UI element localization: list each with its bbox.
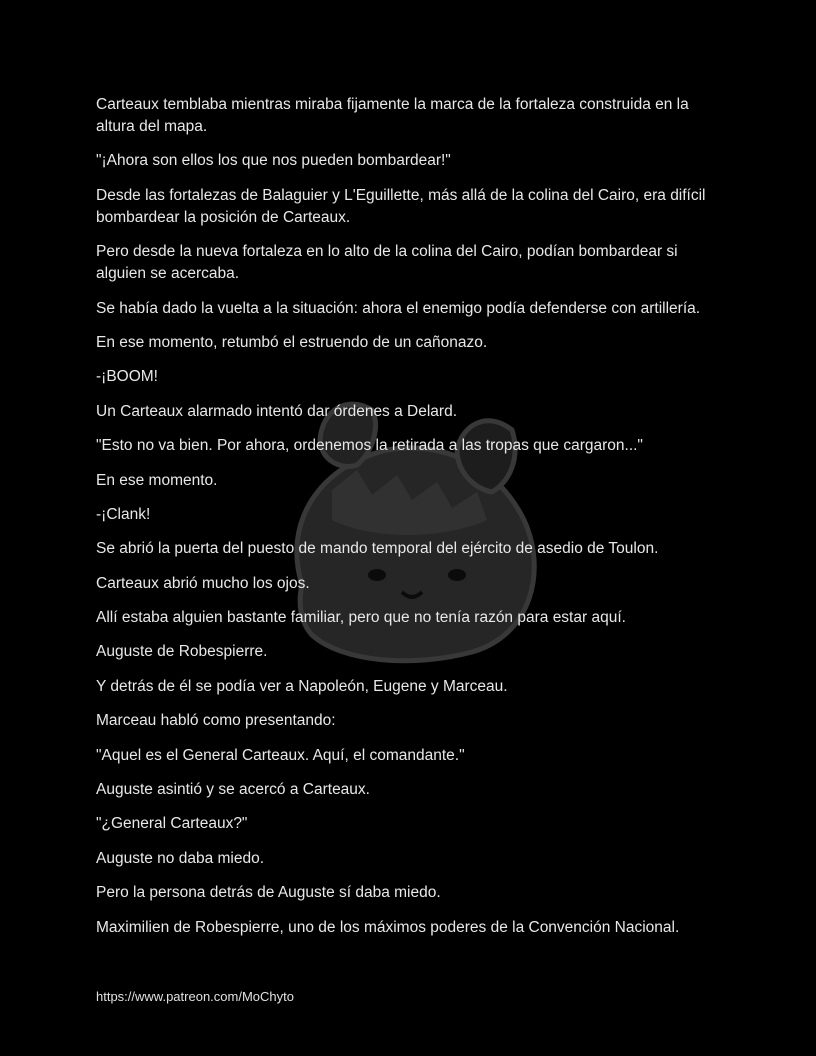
- paragraph: Desde las fortalezas de Balaguier y L'Eguillette, más allá de la colina del Cairo, era difícil bombardear la posición de Carteaux.: [96, 186, 706, 226]
- paragraph: Maximilien de Robespierre, uno de los máximos poderes de la Convención Nacional.: [96, 918, 680, 936]
- paragraph: "Esto no va bien. Por ahora, ordenemos la retirada a las tropas que cargaron...": [96, 437, 643, 455]
- paragraph: Un Carteaux alarmado intentó dar órdenes a Delard.: [96, 402, 458, 420]
- paragraph: "¿General Carteaux?": [96, 815, 248, 833]
- paragraph: Allí estaba alguien bastante familiar, pero que no tenía razón para estar aquí.: [96, 609, 626, 627]
- document-body: [96, 94, 726, 951]
- paragraph: En ese momento.: [96, 471, 218, 489]
- paragraph: -¡Clank!: [96, 505, 151, 523]
- paragraph: "¡Ahora son ellos los que nos pueden bombardear!": [96, 152, 451, 170]
- paragraph: Se abrió la puerta del puesto de mando temporal del ejército de asedio de Toulon.: [96, 540, 659, 558]
- patreon-link[interactable]: https://www.patreon.com/MoChyto: [96, 989, 294, 1004]
- paragraph: Marceau habló como presentando:: [96, 712, 336, 730]
- paragraph: Y detrás de él se podía ver a Napoleón, Eugene y Marceau.: [96, 677, 508, 695]
- paragraph: "Aquel es el General Carteaux. Aquí, el comandante.": [96, 746, 465, 764]
- paragraph: -¡BOOM!: [96, 368, 158, 386]
- paragraph: En ese momento, retumbó el estruendo de un cañonazo.: [96, 333, 488, 351]
- paragraph: Pero desde la nueva fortaleza en lo alto de la colina del Cairo, podían bombardear si alguien se acercaba.: [96, 243, 678, 283]
- paragraph: Auguste de Robespierre.: [96, 643, 268, 661]
- paragraph: Auguste asintió y se acercó a Carteaux.: [96, 781, 370, 799]
- paragraph: Carteaux abrió mucho los ojos.: [96, 574, 310, 592]
- paragraph: Carteaux temblaba mientras miraba fijamente la marca de la fortaleza construida en la altura del mapa.: [96, 96, 689, 135]
- paragraph: Se había dado la vuelta a la situación: ahora el enemigo podía defenderse con artillería.: [96, 299, 701, 317]
- paragraph: Auguste no daba miedo.: [96, 849, 265, 867]
- paragraph: Pero la persona detrás de Auguste sí daba miedo.: [96, 884, 441, 902]
